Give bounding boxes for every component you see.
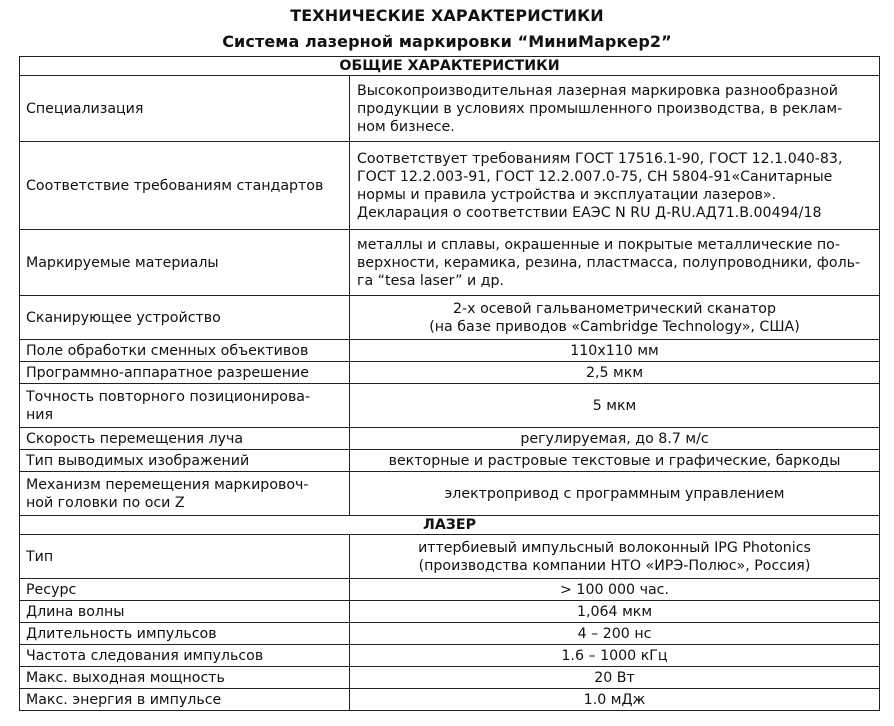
row-label: Ресурс: [20, 579, 350, 601]
table-row: [20, 428, 880, 450]
row-value: [350, 535, 880, 579]
row-label: Скорость перемещения луча: [20, 428, 350, 450]
table-row: [20, 535, 880, 579]
value-line: (на базе приводов «Cambridge Technology», США): [429, 318, 800, 335]
value-line: верхности, керамика, резина, пластмасса, полупроводники, фоль-: [357, 254, 861, 271]
table-row: [20, 230, 880, 296]
table-row: [20, 362, 880, 384]
value-line: нормы и правила устройства и эксплуатации лазеров».: [357, 186, 777, 203]
row-value: [350, 76, 880, 142]
label-line: Точность повторного позиционирова-: [26, 388, 311, 405]
row-value: 1,064 мкм: [350, 601, 880, 623]
row-value: регулируемая, до 8.7 м/с: [350, 428, 880, 450]
row-value: 5 мкм: [350, 384, 880, 428]
table-row: [20, 623, 880, 645]
row-label: Тип выводимых изображений: [20, 450, 350, 472]
table-row: [20, 76, 880, 142]
label-line: ной головки по оси Z: [26, 494, 185, 511]
row-value: 110х110 мм: [350, 340, 880, 362]
row-label: Длина волны: [20, 601, 350, 623]
row-label: Макс. выходная мощность: [20, 667, 350, 689]
row-label: Сканирующее устройство: [20, 296, 350, 340]
section-title: ОБЩИЕ ХАРАКТЕРИСТИКИ: [20, 57, 880, 76]
value-line: Декларация о соответствии ЕАЭС N RU Д-RU.АД71.В.00494/18: [357, 204, 822, 221]
table-row: [20, 645, 880, 667]
value-line: металлы и сплавы, окрашенные и покрытые металлические по-: [357, 236, 840, 253]
table-row: [20, 142, 880, 230]
row-value: 20 Вт: [350, 667, 880, 689]
table-row: [20, 340, 880, 362]
value-line: 2-х осевой гальванометрический сканатор: [453, 300, 776, 317]
page-subtitle: Система лазерной маркировки “МиниМаркер2”: [222, 32, 672, 51]
row-value: 1.6 – 1000 кГц: [350, 645, 880, 667]
table-row: [20, 296, 880, 340]
row-label: Поле обработки сменных объективов: [20, 340, 350, 362]
value-line: иттербиевый импульсный волоконный IPG Photonics: [418, 539, 811, 556]
table-row: [20, 450, 880, 472]
row-label: Частота следования импульсов: [20, 645, 350, 667]
value-line: ном бизнесе.: [357, 118, 455, 135]
row-label: [20, 384, 350, 428]
table-row: [20, 689, 880, 711]
row-value: 1.0 мДж: [350, 689, 880, 711]
row-label: Тип: [20, 535, 350, 579]
row-value: 4 – 200 нс: [350, 623, 880, 645]
value-line: (производства компании НТО «ИРЭ-Полюс», Россия): [418, 557, 811, 574]
row-label: Специализация: [20, 76, 350, 142]
label-line: ния: [26, 406, 54, 423]
row-value: [350, 142, 880, 230]
section-header-laser: [20, 516, 880, 535]
page-title: ТЕХНИЧЕСКИЕ ХАРАКТЕРИСТИКИ: [290, 6, 604, 25]
row-label: Соответствие требованиям стандартов: [20, 142, 350, 230]
row-label: Длительность импульсов: [20, 623, 350, 645]
row-value: векторные и растровые текстовые и графические, баркоды: [350, 450, 880, 472]
row-label: [20, 472, 350, 516]
label-line: Механизм перемещения маркировоч-: [26, 476, 309, 493]
row-value: [350, 230, 880, 296]
row-value: электропривод с программным управлением: [350, 472, 880, 516]
row-label: Программно-аппаратное разрешение: [20, 362, 350, 384]
value-line: Соответствует требованиям ГОСТ 17516.1-90, ГОСТ 12.1.040-83,: [357, 150, 843, 167]
table-row: [20, 472, 880, 516]
value-line: га “tesa laser” и др.: [357, 272, 504, 289]
row-value: > 100 000 час.: [350, 579, 880, 601]
section-title: ЛАЗЕР: [20, 516, 880, 535]
section-header-general: [20, 57, 880, 76]
value-line: Высокопроизводительная лазерная маркировка разнообразной: [357, 82, 839, 99]
value-line: ГОСТ 12.2.003-91, ГОСТ 12.2.007.0-75, СН 5804-91«Санитарные: [357, 168, 833, 185]
spec-table: [19, 56, 880, 711]
row-value: [350, 296, 880, 340]
row-label: Маркируемые материалы: [20, 230, 350, 296]
table-row: [20, 667, 880, 689]
table-row: [20, 384, 880, 428]
row-label: Макс. энергия в импульсе: [20, 689, 350, 711]
value-line: продукции в условиях промышленного производства, в реклам-: [357, 100, 843, 117]
table-row: [20, 601, 880, 623]
table-row: [20, 579, 880, 601]
row-value: 2,5 мкм: [350, 362, 880, 384]
